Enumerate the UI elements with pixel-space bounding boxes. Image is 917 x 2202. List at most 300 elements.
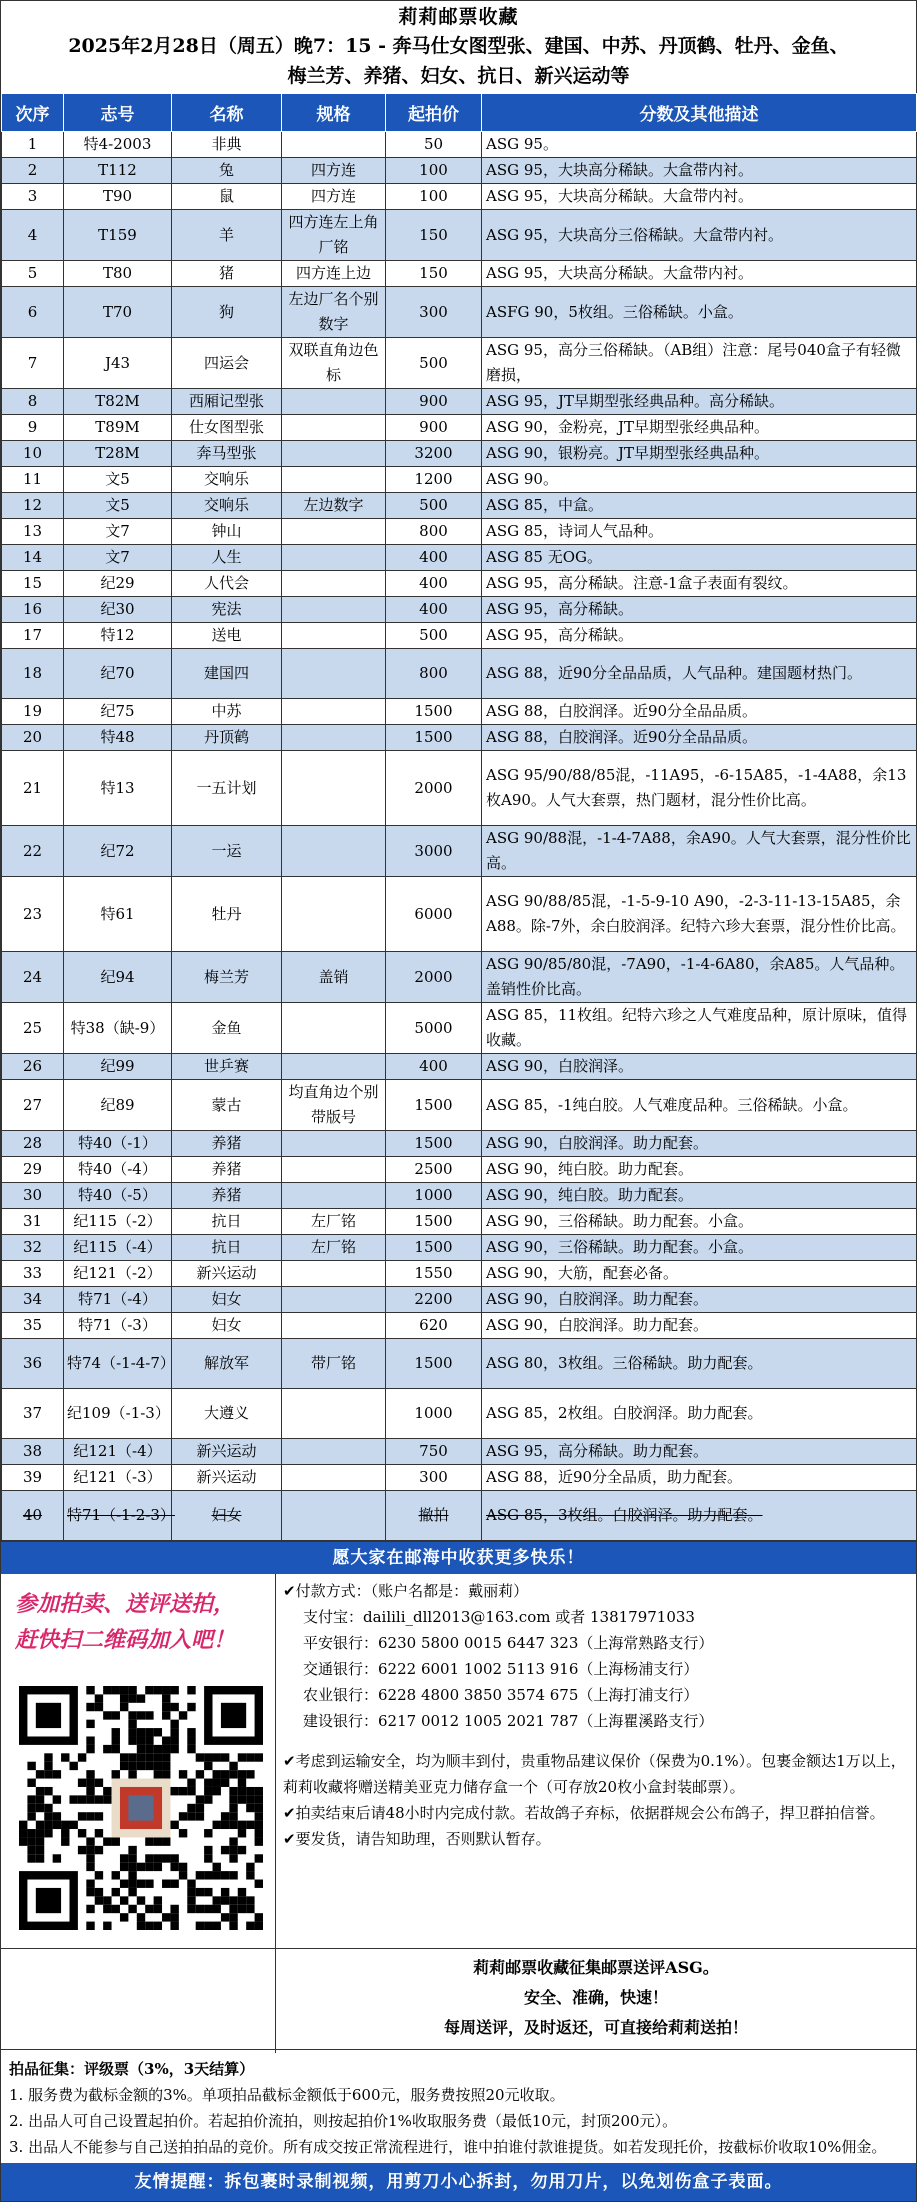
lot-name: 宪法: [172, 597, 282, 623]
lot-price: 2000: [386, 751, 482, 826]
lot-name: 猪: [172, 261, 282, 287]
lot-no: 35: [2, 1313, 64, 1339]
lot-no: 29: [2, 1157, 64, 1183]
lot-code: T90: [64, 184, 172, 210]
lot-price: 500: [386, 493, 482, 519]
lot-name: 抗日: [172, 1209, 282, 1235]
lot-spec: [282, 1183, 386, 1209]
lot-name: 抗日: [172, 1235, 282, 1261]
lot-code: T80: [64, 261, 172, 287]
rule-3: 3. 出品人不能参与自己送拍拍品的竞价。所有成交按正常流程进行，谁中拍谁付款谁提货。如若发现托价，按截标价收取10%佣金。: [9, 2138, 887, 2156]
lot-code: 特4-2003: [64, 132, 172, 158]
note-delivery: ✔要发货，请告知助理，否则默认暂存。: [283, 1830, 551, 1848]
lot-spec: 盖销: [282, 952, 386, 1003]
rule-2: 2. 出品人可自己设置起拍价。若起拍价流拍，则按起拍价1%收取服务费（最低10元，封顶200元）。: [9, 2112, 678, 2130]
join-slogan: [15, 1586, 235, 1658]
lot-desc: ASG 95，高分稀缺。注意-1盒子表面有裂纹。: [482, 571, 917, 597]
lot-desc: ASG 95，大块高分稀缺。大盒带内衬。: [482, 261, 917, 287]
lot-price: 6000: [386, 877, 482, 952]
lot-price: 750: [386, 1439, 482, 1465]
slogan-line-2: 赶快扫二维码加入吧！: [15, 1627, 236, 1653]
lot-no: 19: [2, 699, 64, 725]
lot-price: 1000: [386, 1389, 482, 1439]
lot-spec: [282, 1054, 386, 1080]
lot-table: [1, 93, 917, 1541]
lot-price: 1500: [386, 1131, 482, 1157]
table-row: [2, 415, 917, 441]
table-row: [2, 132, 917, 158]
lot-no: 21: [2, 751, 64, 826]
lot-desc: ASG 95，大块高分稀缺。大盒带内衬。: [482, 158, 917, 184]
lot-desc: ASG 90，三俗稀缺。助力配套。小盒。: [482, 1235, 917, 1261]
lot-price: 300: [386, 287, 482, 338]
col-header-spec: 规格: [282, 94, 386, 132]
col-header-price: 起拍价: [386, 94, 482, 132]
lot-spec: [282, 441, 386, 467]
lot-desc: ASG 85 无OG。: [482, 545, 917, 571]
lot-code: 纪70: [64, 649, 172, 699]
lot-desc: ASG 90，白胶润泽。: [482, 1054, 917, 1080]
lot-spec: [282, 545, 386, 571]
table-row: [2, 493, 917, 519]
lot-desc: ASG 85，2枚组。白胶润泽。助力配套。: [482, 1389, 917, 1439]
lot-no: 26: [2, 1054, 64, 1080]
lot-price: 3200: [386, 441, 482, 467]
consignment-rules: [1, 2050, 916, 2166]
lot-spec: [282, 467, 386, 493]
lot-code: 纪121（-3）: [64, 1465, 172, 1491]
lot-price: 100: [386, 184, 482, 210]
lot-price: 5000: [386, 1003, 482, 1054]
bank-pingan: 平安银行：6230 5800 0015 6447 323（上海常熟路支行）: [303, 1634, 714, 1652]
lot-spec: [282, 1157, 386, 1183]
bank-nongye: 农业银行：6228 4800 3850 3574 675（上海打浦支行）: [303, 1686, 699, 1704]
lot-no: 37: [2, 1389, 64, 1439]
lot-name: 中苏: [172, 699, 282, 725]
lot-name: 养猪: [172, 1183, 282, 1209]
friendly-reminder: 友情提醒：拆包裹时录制视频，用剪刀小心拆封，勿用刀片，以免划伤盒子表面。: [1, 2163, 916, 2201]
table-row: [2, 210, 917, 261]
lot-desc: ASG 90，三俗稀缺。助力配套。小盒。: [482, 1209, 917, 1235]
lot-no: 9: [2, 415, 64, 441]
lot-price: 1500: [386, 1209, 482, 1235]
lot-code: 纪115（-2）: [64, 1209, 172, 1235]
wish-banner: 愿大家在邮海中收获更多快乐！: [1, 1541, 916, 1574]
table-row: [2, 877, 917, 952]
table-row: [2, 1439, 917, 1465]
table-row: [2, 389, 917, 415]
lot-name: 交响乐: [172, 467, 282, 493]
lot-desc: ASG 95，高分三俗稀缺。（AB组）注意：尾号040盒子有轻微磨损，: [482, 338, 917, 389]
lot-spec: [282, 877, 386, 952]
lot-no: 14: [2, 545, 64, 571]
table-row: [2, 1209, 917, 1235]
table-row: [2, 1389, 917, 1439]
lot-price: 500: [386, 338, 482, 389]
lot-price: 1500: [386, 1339, 482, 1389]
lot-no: 38: [2, 1439, 64, 1465]
lot-desc: ASG 90，大筋，配套必备。: [482, 1261, 917, 1287]
table-row: [2, 287, 917, 338]
lot-desc: ASG 95，大块高分三俗稀缺。大盒带内衬。: [482, 210, 917, 261]
lot-name: 一五计划: [172, 751, 282, 826]
table-row: [2, 725, 917, 751]
lot-desc: ASG 95，高分稀缺。助力配套。: [482, 1439, 917, 1465]
table-row: [2, 1287, 917, 1313]
lot-no: 2: [2, 158, 64, 184]
lot-no: 12: [2, 493, 64, 519]
table-row: [2, 1183, 917, 1209]
lot-no: 36: [2, 1339, 64, 1389]
lot-spec: [282, 1261, 386, 1287]
table-row: [2, 751, 917, 826]
lot-no: 5: [2, 261, 64, 287]
lot-spec: [282, 751, 386, 826]
lot-price: 1500: [386, 1235, 482, 1261]
lot-no: 16: [2, 597, 64, 623]
table-row: [2, 519, 917, 545]
lot-name: 新兴运动: [172, 1465, 282, 1491]
lot-desc: ASG 90/85/80混，-7A90，-1-4-6A80，余A85。人气品种。盖销性价比高。: [482, 952, 917, 1003]
lot-name: 大遵义: [172, 1389, 282, 1439]
lot-price: 2200: [386, 1287, 482, 1313]
lot-name: 一运: [172, 826, 282, 877]
lot-spec: [282, 389, 386, 415]
lot-no: 33: [2, 1261, 64, 1287]
table-row: [2, 1313, 917, 1339]
lot-code: 纪121（-4）: [64, 1439, 172, 1465]
lot-spec: 左边数字: [282, 493, 386, 519]
lot-price: 1500: [386, 699, 482, 725]
lot-code: T82M: [64, 389, 172, 415]
table-row: [2, 1003, 917, 1054]
table-row: [2, 826, 917, 877]
lot-name: 四运会: [172, 338, 282, 389]
lot-desc: ASFG 90，5枚组。三俗稀缺。小盒。: [482, 287, 917, 338]
lot-name: 丹顶鹤: [172, 725, 282, 751]
lot-spec: [282, 1131, 386, 1157]
lot-no: 25: [2, 1003, 64, 1054]
lot-code: 特71（-1-2-3）: [64, 1491, 172, 1541]
lot-desc: ASG 85，中盒。: [482, 493, 917, 519]
lot-code: 纪72: [64, 826, 172, 877]
lot-spec: 双联直角边色标: [282, 338, 386, 389]
lot-no: 4: [2, 210, 64, 261]
lot-spec: [282, 826, 386, 877]
lot-price: 400: [386, 545, 482, 571]
lot-spec: [282, 415, 386, 441]
lot-spec: [282, 571, 386, 597]
lot-desc: ASG 90，银粉亮。JT早期型张经典品种。: [482, 441, 917, 467]
lot-desc: ASG 95，高分稀缺。: [482, 623, 917, 649]
lot-no: 20: [2, 725, 64, 751]
lot-price: 150: [386, 210, 482, 261]
lot-desc: ASG 90/88/85混，-1-5-9-10 A90，-2-3-11-13-15A85，余A88。除-7外，余白胶润泽。纪特六珍大套票，混分性价比高。: [482, 877, 917, 952]
lot-desc: ASG 85，3枚组。白胶润泽。助力配套。: [482, 1491, 917, 1541]
lot-price: 900: [386, 389, 482, 415]
lot-name: 鼠: [172, 184, 282, 210]
lot-no: 39: [2, 1465, 64, 1491]
lot-name: 狗: [172, 287, 282, 338]
lot-code: 特74（-1-4-7）: [64, 1339, 172, 1389]
lot-code: 文7: [64, 519, 172, 545]
lot-code: T89M: [64, 415, 172, 441]
lot-spec: 左边厂名个别数字: [282, 287, 386, 338]
lot-desc: ASG 88，近90分全品品质，人气品种。建国题材热门。: [482, 649, 917, 699]
lot-code: 纪115（-4）: [64, 1235, 172, 1261]
lot-code: 特48: [64, 725, 172, 751]
lot-code: 特71（-3）: [64, 1313, 172, 1339]
lot-no: 6: [2, 287, 64, 338]
lot-name: 人生: [172, 545, 282, 571]
lot-code: 文7: [64, 545, 172, 571]
lot-desc: ASG 95/90/88/85混，-11A95，-6-15A85，-1-4A88，余13枚A90。人气大套票，热门题材，混分性价比高。: [482, 751, 917, 826]
lot-no: 28: [2, 1131, 64, 1157]
lot-name: 人代会: [172, 571, 282, 597]
table-row: [2, 1261, 917, 1287]
lot-spec: [282, 623, 386, 649]
lot-no: 34: [2, 1287, 64, 1313]
lot-price: 900: [386, 415, 482, 441]
subtitle-line-1: 2025年2月28日（周五）晚7：15 - 奔马仕女图型张、建国、中苏、丹顶鹤、牡丹、金鱼、: [68, 35, 849, 57]
col-header-no: 次序: [2, 94, 64, 132]
lot-desc: ASG 85，诗词人气品种。: [482, 519, 917, 545]
lot-spec: [282, 132, 386, 158]
lot-name: 世乒赛: [172, 1054, 282, 1080]
lot-price: 400: [386, 571, 482, 597]
info-section: [1, 1574, 916, 1949]
table-row: [2, 441, 917, 467]
lot-code: 特40（-5）: [64, 1183, 172, 1209]
note-shipping: ✔考虑到运输安全，均为顺丰到付，贵重物品建议保价（保费为0.1%）。包裹金额达1万以上，莉莉收藏将赠送精美亚克力储存盒一个（可存放20枚小盒封装邮票）。: [283, 1752, 906, 1796]
lot-price: 300: [386, 1465, 482, 1491]
lot-name: 新兴运动: [172, 1261, 282, 1287]
lot-spec: 带厂铭: [282, 1339, 386, 1389]
table-row: [2, 571, 917, 597]
lot-spec: 均直角边个别带版号: [282, 1080, 386, 1131]
ad-line-1: 莉莉邮票收藏征集邮票送评ASG。: [473, 1958, 719, 1977]
lot-name: 羊: [172, 210, 282, 261]
table-row: [2, 1339, 917, 1389]
lot-table-header: [2, 94, 917, 132]
lot-price: 撤拍: [386, 1491, 482, 1541]
lot-desc: ASG 95，大块高分稀缺。大盒带内衬。: [482, 184, 917, 210]
lot-name: 新兴运动: [172, 1439, 282, 1465]
lot-desc: ASG 90，纯白胶。助力配套。: [482, 1183, 917, 1209]
lot-desc: ASG 85，11枚组。纪特六珍之人气难度品种，原计原味，值得收藏。: [482, 1003, 917, 1054]
lot-price: 100: [386, 158, 482, 184]
shipping-notes: [283, 1748, 913, 1852]
ad-line-3: 每周送评，及时返还，可直接给莉莉送拍！: [443, 2018, 748, 2037]
lot-spec: 四方连: [282, 158, 386, 184]
lot-code: 纪30: [64, 597, 172, 623]
lot-spec: [282, 519, 386, 545]
lot-price: 150: [386, 261, 482, 287]
lot-table-body: [2, 132, 917, 1541]
lot-price: 800: [386, 519, 482, 545]
lot-no: 15: [2, 571, 64, 597]
lot-spec: 左厂铭: [282, 1209, 386, 1235]
lot-code: 特71（-4）: [64, 1287, 172, 1313]
lot-price: 2500: [386, 1157, 482, 1183]
lot-price: 3000: [386, 826, 482, 877]
lot-spec: [282, 1003, 386, 1054]
lot-desc: ASG 90，白胶润泽。助力配套。: [482, 1313, 917, 1339]
lot-code: 特40（-1）: [64, 1131, 172, 1157]
lot-price: 400: [386, 597, 482, 623]
subtitle-line-2: 梅兰芳、养猪、妇女、抗日、新兴运动等: [287, 65, 630, 87]
lot-code: 纪99: [64, 1054, 172, 1080]
lot-price: 50: [386, 132, 482, 158]
lot-name: 妇女: [172, 1313, 282, 1339]
table-row: [2, 184, 917, 210]
lot-price: 1000: [386, 1183, 482, 1209]
lot-name: 妇女: [172, 1287, 282, 1313]
lot-name: 奔马型张: [172, 441, 282, 467]
lot-spec: [282, 597, 386, 623]
table-row: [2, 1157, 917, 1183]
lot-spec: [282, 1389, 386, 1439]
lot-price: 2000: [386, 952, 482, 1003]
page-header: [1, 1, 916, 93]
lot-spec: [282, 1465, 386, 1491]
lot-desc: ASG 95。: [482, 132, 917, 158]
lot-name: 钟山: [172, 519, 282, 545]
lot-name: 妇女: [172, 1491, 282, 1541]
lot-code: 纪94: [64, 952, 172, 1003]
col-header-desc: 分数及其他描述: [482, 94, 917, 132]
lot-name: 牡丹: [172, 877, 282, 952]
lot-no: 13: [2, 519, 64, 545]
lot-code: 纪75: [64, 699, 172, 725]
lot-desc: ASG 88，白胶润泽。近90分全品品质。: [482, 699, 917, 725]
qr-code[interactable]: [19, 1686, 263, 1930]
lot-name: 仕女图型张: [172, 415, 282, 441]
lot-no: 40: [2, 1491, 64, 1541]
lot-spec: 四方连左上角厂铭: [282, 210, 386, 261]
table-row: [2, 158, 917, 184]
lot-no: 1: [2, 132, 64, 158]
lot-spec: [282, 649, 386, 699]
lot-no: 31: [2, 1209, 64, 1235]
lot-no: 7: [2, 338, 64, 389]
lot-no: 23: [2, 877, 64, 952]
lot-name: 蒙古: [172, 1080, 282, 1131]
lot-code: 特12: [64, 623, 172, 649]
lot-code: 特61: [64, 877, 172, 952]
table-row: [2, 338, 917, 389]
lot-no: 11: [2, 467, 64, 493]
lot-desc: ASG 90，白胶润泽。助力配套。: [482, 1131, 917, 1157]
lot-name: 梅兰芳: [172, 952, 282, 1003]
lot-price: 1500: [386, 1080, 482, 1131]
lot-desc: ASG 88，白胶润泽。近90分全品品质。: [482, 725, 917, 751]
table-row: [2, 545, 917, 571]
page-title: 莉莉邮票收藏: [398, 6, 519, 28]
lot-desc: ASG 90/88混，-1-4-7A88，余A90。人气大套票，混分性价比高。: [482, 826, 917, 877]
table-row: [2, 467, 917, 493]
lot-code: 特13: [64, 751, 172, 826]
lot-desc: ASG 88，近90分全品质，助力配套。: [482, 1465, 917, 1491]
table-row: [2, 952, 917, 1003]
lot-code: 纪109（-1-3）: [64, 1389, 172, 1439]
bank-jianshe: 建设银行：6217 0012 1005 2021 787（上海瞿溪路支行）: [303, 1712, 714, 1730]
table-row: [2, 597, 917, 623]
lot-price: 500: [386, 623, 482, 649]
lot-name: 西厢记型张: [172, 389, 282, 415]
lot-desc: ASG 90，纯白胶。助力配套。: [482, 1157, 917, 1183]
note-payment-deadline: ✔拍卖结束后请48小时内完成付款。若故鸽子弃标，依据群规会公布鸽子，捍卫群拍信誉。: [283, 1804, 885, 1822]
lot-desc: ASG 90，金粉亮，JT早期型张经典品种。: [482, 415, 917, 441]
lot-price: 800: [386, 649, 482, 699]
rule-1: 1. 服务费为截标金额的3%。单项拍品截标金额低于600元，服务费按照20元收取。: [9, 2086, 565, 2104]
lot-desc: ASG 95，高分稀缺。: [482, 597, 917, 623]
col-header-code: 志号: [64, 94, 172, 132]
lot-no: 24: [2, 952, 64, 1003]
lot-code: 文5: [64, 493, 172, 519]
qr-pane: [1, 1574, 276, 1948]
lot-code: T159: [64, 210, 172, 261]
lot-code: T28M: [64, 441, 172, 467]
table-row: [2, 1491, 917, 1541]
table-row: [2, 1235, 917, 1261]
lot-code: 纪89: [64, 1080, 172, 1131]
lot-no: 3: [2, 184, 64, 210]
lot-price: 1500: [386, 725, 482, 751]
lot-spec: [282, 1439, 386, 1465]
lot-no: 8: [2, 389, 64, 415]
consignment-heading: 拍品征集：评级票（3%，3天结算）: [9, 2060, 255, 2078]
lot-no: 10: [2, 441, 64, 467]
lot-spec: [282, 1313, 386, 1339]
lot-price: 1200: [386, 467, 482, 493]
lot-desc: ASG 95，JT早期型张经典品种。高分稀缺。: [482, 389, 917, 415]
lot-code: 纪121（-2）: [64, 1261, 172, 1287]
lot-price: 400: [386, 1054, 482, 1080]
lot-spec: [282, 699, 386, 725]
lot-price: 620: [386, 1313, 482, 1339]
lot-desc: ASG 90，白胶润泽。助力配套。: [482, 1287, 917, 1313]
payment-header: ✔付款方式：（账户名都是：戴丽莉）: [283, 1582, 529, 1600]
table-row: [2, 623, 917, 649]
bank-jiaotong: 交通银行：6222 6001 1002 5113 916（上海杨浦支行）: [303, 1660, 699, 1678]
lot-name: 金鱼: [172, 1003, 282, 1054]
table-row: [2, 261, 917, 287]
alipay-account: 支付宝：dailili_dll2013@163.com 或者 13817971033: [303, 1608, 695, 1626]
ad-line-2: 安全、准确，快速！: [523, 1988, 668, 2007]
table-row: [2, 1080, 917, 1131]
lot-name: 非典: [172, 132, 282, 158]
lot-no: 30: [2, 1183, 64, 1209]
table-row: [2, 649, 917, 699]
lot-name: 交响乐: [172, 493, 282, 519]
lot-spec: [282, 725, 386, 751]
lot-spec: 四方连: [282, 184, 386, 210]
lot-name: 送电: [172, 623, 282, 649]
lot-code: 特40（-4）: [64, 1157, 172, 1183]
lot-name: 建国四: [172, 649, 282, 699]
lot-spec: [282, 1287, 386, 1313]
lot-name: 兔: [172, 158, 282, 184]
lot-name: 解放军: [172, 1339, 282, 1389]
lot-desc: ASG 90。: [482, 467, 917, 493]
lot-name: 养猪: [172, 1131, 282, 1157]
lot-desc: ASG 85，-1纯白胶。人气难度品种。三俗稀缺。小盒。: [482, 1080, 917, 1131]
lot-no: 27: [2, 1080, 64, 1131]
col-header-name: 名称: [172, 94, 282, 132]
lot-desc: ASG 80，3枚组。三俗稀缺。助力配套。: [482, 1339, 917, 1389]
table-row: [2, 1465, 917, 1491]
